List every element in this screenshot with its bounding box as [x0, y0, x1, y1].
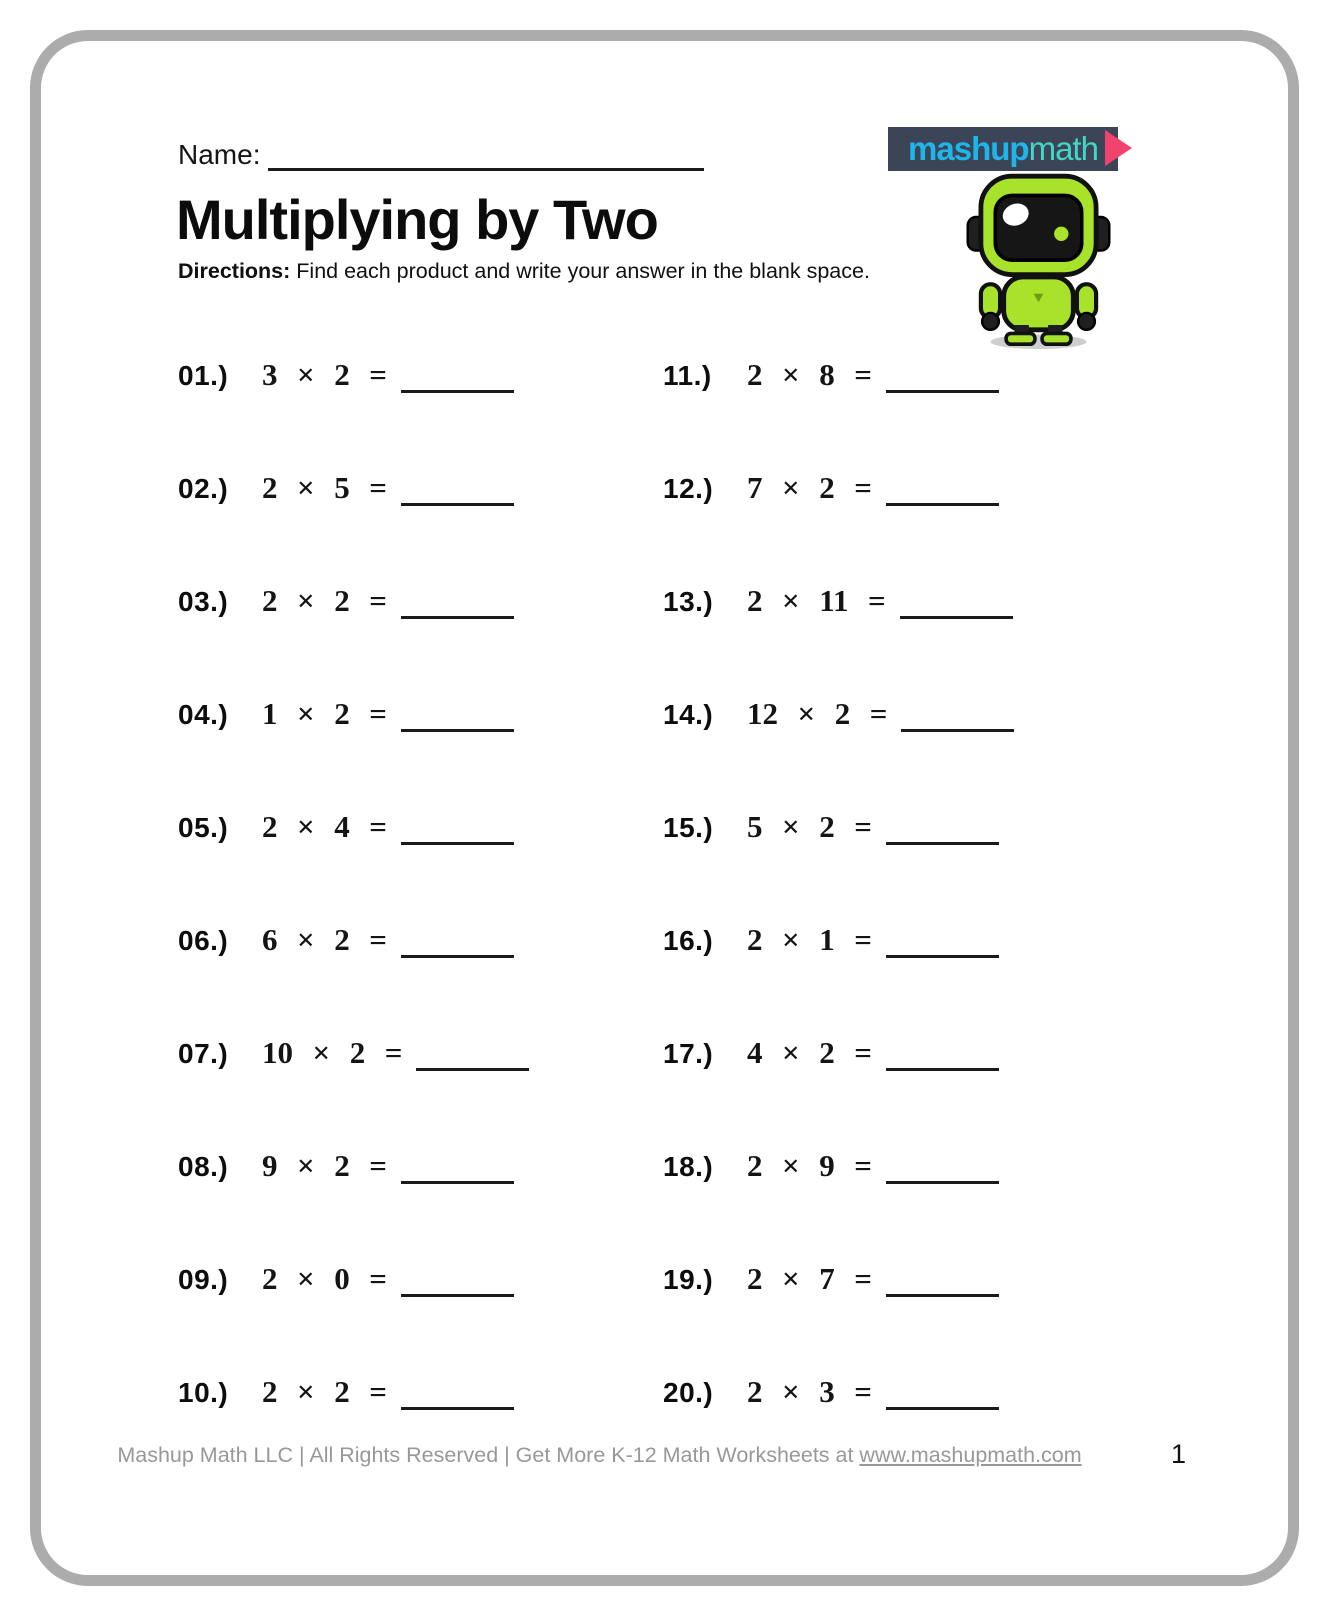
- problem-number: 10.): [178, 1377, 229, 1408]
- problem-expression: 10 × 2 =: [262, 1035, 403, 1070]
- answer-blank: [401, 493, 514, 506]
- answer-blank: [401, 719, 514, 732]
- problem-row-06: [178, 922, 514, 964]
- problem-number: 20.): [663, 1377, 714, 1408]
- problem-row-09: [178, 1261, 514, 1303]
- directions-text: Find each product and write your answer in the blank space.: [290, 259, 870, 283]
- answer-blank: [886, 1397, 999, 1410]
- footer-link[interactable]: www.mashupmath.com: [859, 1443, 1082, 1467]
- problem-expression: 7 × 2 =: [747, 470, 872, 505]
- mashupmath-logo: [888, 127, 1118, 171]
- problem-number: 05.): [178, 812, 229, 843]
- problem-expression: 1 × 2 =: [262, 696, 387, 731]
- logo-text-math: math: [1028, 130, 1098, 167]
- answer-blank: [886, 1171, 999, 1184]
- problem-number: 07.): [178, 1038, 229, 1069]
- problem-row-19: [663, 1261, 999, 1303]
- problem-expression: 5 × 2 =: [747, 809, 872, 844]
- problem-number: 01.): [178, 360, 229, 391]
- answer-blank: [416, 1058, 529, 1071]
- problem-row-18: [663, 1148, 999, 1190]
- name-row: [178, 138, 704, 171]
- worksheet-page: [30, 30, 1299, 1586]
- answer-blank: [401, 1397, 514, 1410]
- problem-expression: 2 × 9 =: [747, 1148, 872, 1183]
- problem-row-02: [178, 470, 514, 512]
- problem-expression: 2 × 2 =: [262, 583, 387, 618]
- problem-row-16: [663, 922, 999, 964]
- play-icon: [1105, 130, 1132, 166]
- problem-number: 08.): [178, 1151, 229, 1182]
- problem-expression: 2 × 2 =: [262, 1374, 387, 1409]
- answer-blank: [886, 380, 999, 393]
- answer-blank: [886, 1284, 999, 1297]
- page-title: Multiplying by Two: [176, 188, 658, 251]
- problem-number: 06.): [178, 925, 229, 956]
- problem-number: 12.): [663, 473, 714, 504]
- problem-expression: 2 × 11 =: [747, 583, 886, 618]
- problem-number: 11.): [663, 360, 712, 391]
- problem-row-03: [178, 583, 514, 625]
- problem-row-12: [663, 470, 999, 512]
- page-number: 1: [1171, 1439, 1187, 1469]
- footer: [101, 1443, 1098, 1468]
- answer-blank: [401, 380, 514, 393]
- problem-number: 16.): [663, 925, 714, 956]
- problem-number: 03.): [178, 586, 229, 617]
- answer-blank: [886, 945, 999, 958]
- problem-expression: 2 × 4 =: [262, 809, 387, 844]
- problem-expression: 4 × 2 =: [747, 1035, 872, 1070]
- answer-blank: [401, 1171, 514, 1184]
- problem-number: 04.): [178, 699, 229, 730]
- answer-blank: [401, 945, 514, 958]
- answer-blank: [401, 832, 514, 845]
- problem-row-05: [178, 809, 514, 851]
- problem-number: 19.): [663, 1264, 714, 1295]
- footer-text: Mashup Math LLC | All Rights Reserved | Get More K-12 Math Worksheets at: [117, 1443, 860, 1467]
- problem-row-17: [663, 1035, 999, 1077]
- answer-blank: [886, 493, 999, 506]
- problem-number: 15.): [663, 812, 714, 843]
- problem-expression: 2 × 3 =: [747, 1374, 872, 1409]
- problem-expression: 2 × 1 =: [747, 922, 872, 957]
- answer-blank: [901, 719, 1014, 732]
- problem-number: 17.): [663, 1038, 714, 1069]
- problem-expression: 2 × 7 =: [747, 1261, 872, 1296]
- answer-blank: [401, 606, 514, 619]
- directions: [178, 259, 870, 284]
- logo-text-mashup: mashup: [908, 130, 1029, 167]
- problem-expression: 2 × 0 =: [262, 1261, 387, 1296]
- problem-number: 09.): [178, 1264, 229, 1295]
- answer-blank: [900, 606, 1013, 619]
- name-label: Name:: [178, 139, 261, 170]
- problem-expression: 12 × 2 =: [747, 696, 888, 731]
- problem-number: 02.): [178, 473, 229, 504]
- problem-row-15: [663, 809, 999, 851]
- problem-row-01: [178, 357, 514, 399]
- problem-expression: 3 × 2 =: [262, 357, 387, 392]
- problem-number: 13.): [663, 586, 714, 617]
- problem-row-14: [663, 696, 1014, 738]
- robot-mascot-illustration: [966, 169, 1111, 349]
- problem-row-13: [663, 583, 1013, 625]
- problem-row-07: [178, 1035, 529, 1077]
- problem-row-04: [178, 696, 514, 738]
- problem-expression: 2 × 5 =: [262, 470, 387, 505]
- problem-expression: 6 × 2 =: [262, 922, 387, 957]
- answer-blank: [401, 1284, 514, 1297]
- problem-row-08: [178, 1148, 514, 1190]
- problem-row-20: [663, 1374, 999, 1416]
- problem-expression: 2 × 8 =: [747, 357, 872, 392]
- answer-blank: [886, 1058, 999, 1071]
- problem-expression: 9 × 2 =: [262, 1148, 387, 1183]
- problem-number: 14.): [663, 699, 714, 730]
- name-blank-line: [268, 138, 704, 171]
- problem-row-10: [178, 1374, 514, 1416]
- directions-label: Directions:: [178, 259, 291, 283]
- problem-row-11: [663, 357, 999, 399]
- problem-number: 18.): [663, 1151, 714, 1182]
- answer-blank: [886, 832, 999, 845]
